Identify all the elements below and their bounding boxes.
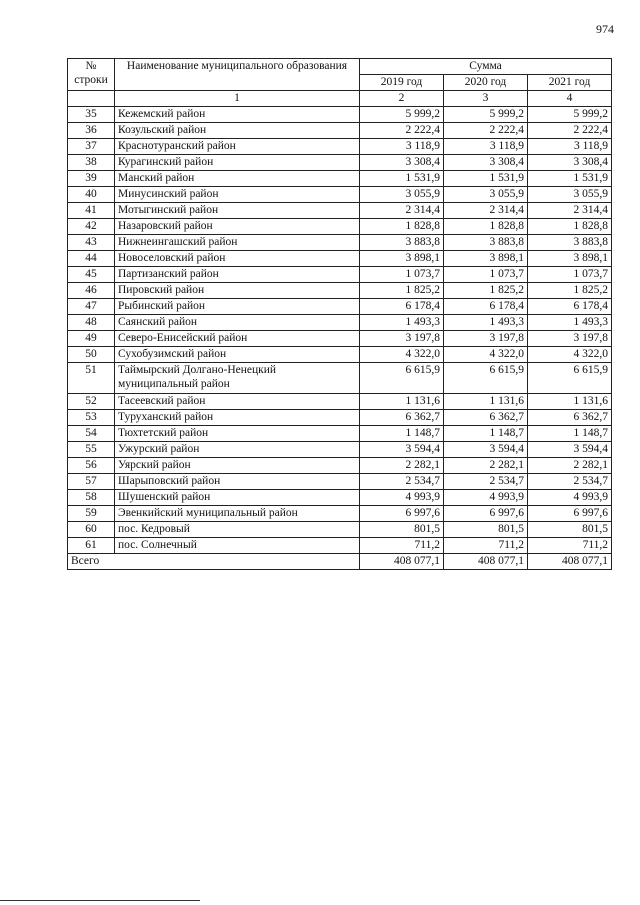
table-row	[68, 155, 612, 171]
sum-2021: 2 534,7	[528, 474, 612, 490]
municipality-name: Курагинский район	[115, 155, 360, 171]
sum-2019: 3 197,8	[360, 331, 444, 347]
table-row	[68, 331, 612, 347]
municipality-name: Тасеевский район	[115, 394, 360, 410]
row-number: 41	[68, 203, 115, 219]
sum-2019: 801,5	[360, 522, 444, 538]
sum-2020: 6 362,7	[444, 410, 528, 426]
sum-2019: 1 131,6	[360, 394, 444, 410]
sum-2021: 3 308,4	[528, 155, 612, 171]
sum-2020: 2 222,4	[444, 123, 528, 139]
sum-2021: 1 148,7	[528, 426, 612, 442]
table-row	[68, 410, 612, 426]
municipality-name: Шушенский район	[115, 490, 360, 506]
row-number: 38	[68, 155, 115, 171]
sum-2020: 801,5	[444, 522, 528, 538]
budget-table	[67, 58, 612, 570]
row-number: 46	[68, 283, 115, 299]
municipality-name: Ужурский район	[115, 442, 360, 458]
sum-2021: 801,5	[528, 522, 612, 538]
table-header	[68, 59, 612, 107]
sum-2020: 1 493,3	[444, 315, 528, 331]
table-row	[68, 506, 612, 522]
table-row	[68, 235, 612, 251]
sum-2021: 6 997,6	[528, 506, 612, 522]
table-row	[68, 203, 612, 219]
sum-2020: 3 197,8	[444, 331, 528, 347]
municipality-name: Новоселовский район	[115, 251, 360, 267]
total-2020: 408 077,1	[444, 554, 528, 570]
sum-2019: 1 825,2	[360, 283, 444, 299]
table-row	[68, 299, 612, 315]
header-year-2021: 2021 год	[528, 75, 612, 91]
sum-2021: 3 118,9	[528, 139, 612, 155]
sum-2021: 2 222,4	[528, 123, 612, 139]
municipality-name: Таймырский Долгано-Ненецкий муниципальный район	[115, 363, 360, 394]
sum-2020: 4 322,0	[444, 347, 528, 363]
sum-2021: 3 883,8	[528, 235, 612, 251]
table-row	[68, 187, 612, 203]
municipality-name: Рыбинский район	[115, 299, 360, 315]
row-number: 40	[68, 187, 115, 203]
sum-2021: 711,2	[528, 538, 612, 554]
sum-2021: 6 178,4	[528, 299, 612, 315]
sum-2020: 6 615,9	[444, 363, 528, 394]
table-row	[68, 490, 612, 506]
sum-2019: 3 594,4	[360, 442, 444, 458]
sum-2020: 4 993,9	[444, 490, 528, 506]
row-number: 36	[68, 123, 115, 139]
row-number: 37	[68, 139, 115, 155]
sum-2019: 3 055,9	[360, 187, 444, 203]
municipality-name: Пировский район	[115, 283, 360, 299]
sum-2021: 1 531,9	[528, 171, 612, 187]
municipality-name: пос. Солнечный	[115, 538, 360, 554]
table-row	[68, 139, 612, 155]
sum-2020: 2 534,7	[444, 474, 528, 490]
total-2019: 408 077,1	[360, 554, 444, 570]
sum-2021: 6 615,9	[528, 363, 612, 394]
municipality-name: Кежемский район	[115, 107, 360, 123]
sum-2021: 2 314,4	[528, 203, 612, 219]
municipality-name: Северо-Енисейский район	[115, 331, 360, 347]
sum-2020: 3 118,9	[444, 139, 528, 155]
row-number: 58	[68, 490, 115, 506]
header-index-1: 1	[115, 91, 360, 107]
table-row	[68, 474, 612, 490]
table-row	[68, 442, 612, 458]
sum-2019: 3 118,9	[360, 139, 444, 155]
sum-2020: 3 308,4	[444, 155, 528, 171]
row-number: 43	[68, 235, 115, 251]
table-row	[68, 123, 612, 139]
table-row	[68, 267, 612, 283]
sum-2021: 1 828,8	[528, 219, 612, 235]
total-row	[68, 554, 612, 570]
row-number: 54	[68, 426, 115, 442]
sum-2021: 4 322,0	[528, 347, 612, 363]
sum-2019: 711,2	[360, 538, 444, 554]
sum-2021: 3 197,8	[528, 331, 612, 347]
table-row	[68, 219, 612, 235]
total-label: Всего	[68, 554, 360, 570]
row-number: 51	[68, 363, 115, 394]
table-row	[68, 522, 612, 538]
row-number: 47	[68, 299, 115, 315]
sum-2021: 5 999,2	[528, 107, 612, 123]
sum-2020: 1 531,9	[444, 171, 528, 187]
header-row-number: № строки	[68, 59, 115, 91]
sum-2020: 5 999,2	[444, 107, 528, 123]
sum-2019: 1 148,7	[360, 426, 444, 442]
header-municipality-name: Наименование муниципального образования	[115, 59, 360, 91]
row-number: 45	[68, 267, 115, 283]
row-number: 59	[68, 506, 115, 522]
table-row	[68, 538, 612, 554]
municipality-name: Краснотуранский район	[115, 139, 360, 155]
header-sum: Сумма	[360, 59, 612, 75]
total-2021: 408 077,1	[528, 554, 612, 570]
header-year-2019: 2019 год	[360, 75, 444, 91]
sum-2020: 3 594,4	[444, 442, 528, 458]
row-number: 49	[68, 331, 115, 347]
sum-2019: 6 615,9	[360, 363, 444, 394]
table-row	[68, 458, 612, 474]
sum-2019: 5 999,2	[360, 107, 444, 123]
header-index-2: 2	[360, 91, 444, 107]
sum-2019: 1 531,9	[360, 171, 444, 187]
row-number: 52	[68, 394, 115, 410]
row-number: 50	[68, 347, 115, 363]
sum-2020: 1 073,7	[444, 267, 528, 283]
municipality-name: Саянский район	[115, 315, 360, 331]
sum-2020: 1 828,8	[444, 219, 528, 235]
sum-2020: 2 314,4	[444, 203, 528, 219]
sum-2020: 1 825,2	[444, 283, 528, 299]
sum-2019: 2 282,1	[360, 458, 444, 474]
row-number: 61	[68, 538, 115, 554]
table-row	[68, 426, 612, 442]
table-row	[68, 107, 612, 123]
page-number: 974	[596, 22, 614, 36]
sum-2019: 1 493,3	[360, 315, 444, 331]
municipality-name: Шарыповский район	[115, 474, 360, 490]
table-row	[68, 251, 612, 267]
sum-2020: 2 282,1	[444, 458, 528, 474]
sum-2019: 6 178,4	[360, 299, 444, 315]
sum-2020: 6 178,4	[444, 299, 528, 315]
sum-2020: 6 997,6	[444, 506, 528, 522]
header-year-2020: 2020 год	[444, 75, 528, 91]
sum-2021: 3 898,1	[528, 251, 612, 267]
row-number: 44	[68, 251, 115, 267]
header-index-3: 3	[444, 91, 528, 107]
row-number: 39	[68, 171, 115, 187]
sum-2020: 3 883,8	[444, 235, 528, 251]
sum-2021: 3 055,9	[528, 187, 612, 203]
sum-2019: 4 993,9	[360, 490, 444, 506]
row-number: 55	[68, 442, 115, 458]
sum-2021: 4 993,9	[528, 490, 612, 506]
row-number: 53	[68, 410, 115, 426]
sum-2021: 1 131,6	[528, 394, 612, 410]
row-number: 57	[68, 474, 115, 490]
table-body	[68, 107, 612, 554]
row-number: 60	[68, 522, 115, 538]
header-index-4: 4	[528, 91, 612, 107]
row-number: 56	[68, 458, 115, 474]
municipality-name: Минусинский район	[115, 187, 360, 203]
municipality-name: Туруханский район	[115, 410, 360, 426]
municipality-name: Партизанский район	[115, 267, 360, 283]
municipality-name: пос. Кедровый	[115, 522, 360, 538]
sum-2021: 1 073,7	[528, 267, 612, 283]
sum-2020: 711,2	[444, 538, 528, 554]
sum-2020: 1 148,7	[444, 426, 528, 442]
sum-2019: 6 997,6	[360, 506, 444, 522]
footer-rule	[0, 900, 200, 901]
row-number: 48	[68, 315, 115, 331]
municipality-name: Мотыгинский район	[115, 203, 360, 219]
municipality-name: Козульский район	[115, 123, 360, 139]
sum-2020: 3 898,1	[444, 251, 528, 267]
sum-2020: 3 055,9	[444, 187, 528, 203]
row-number: 42	[68, 219, 115, 235]
municipality-name: Уярский район	[115, 458, 360, 474]
municipality-name: Нижнеингашский район	[115, 235, 360, 251]
table-row	[68, 363, 612, 394]
row-number: 35	[68, 107, 115, 123]
sum-2019: 3 898,1	[360, 251, 444, 267]
sum-2019: 2 534,7	[360, 474, 444, 490]
sum-2019: 1 828,8	[360, 219, 444, 235]
header-index-1-placeholder	[68, 91, 115, 107]
sum-2019: 2 222,4	[360, 123, 444, 139]
sum-2019: 3 308,4	[360, 155, 444, 171]
sum-2021: 3 594,4	[528, 442, 612, 458]
table-row	[68, 347, 612, 363]
sum-2019: 1 073,7	[360, 267, 444, 283]
municipality-name: Эвенкийский муниципальный район	[115, 506, 360, 522]
table-row	[68, 315, 612, 331]
table-row	[68, 394, 612, 410]
sum-2019: 4 322,0	[360, 347, 444, 363]
sum-2020: 1 131,6	[444, 394, 528, 410]
municipality-name: Тюхтетский район	[115, 426, 360, 442]
sum-2019: 3 883,8	[360, 235, 444, 251]
sum-2019: 2 314,4	[360, 203, 444, 219]
municipality-name: Манский район	[115, 171, 360, 187]
municipality-name: Сухобузимский район	[115, 347, 360, 363]
sum-2021: 1 493,3	[528, 315, 612, 331]
municipality-name: Назаровский район	[115, 219, 360, 235]
sum-2021: 2 282,1	[528, 458, 612, 474]
sum-2019: 6 362,7	[360, 410, 444, 426]
sum-2021: 1 825,2	[528, 283, 612, 299]
sum-2021: 6 362,7	[528, 410, 612, 426]
table-row	[68, 283, 612, 299]
table-row	[68, 171, 612, 187]
